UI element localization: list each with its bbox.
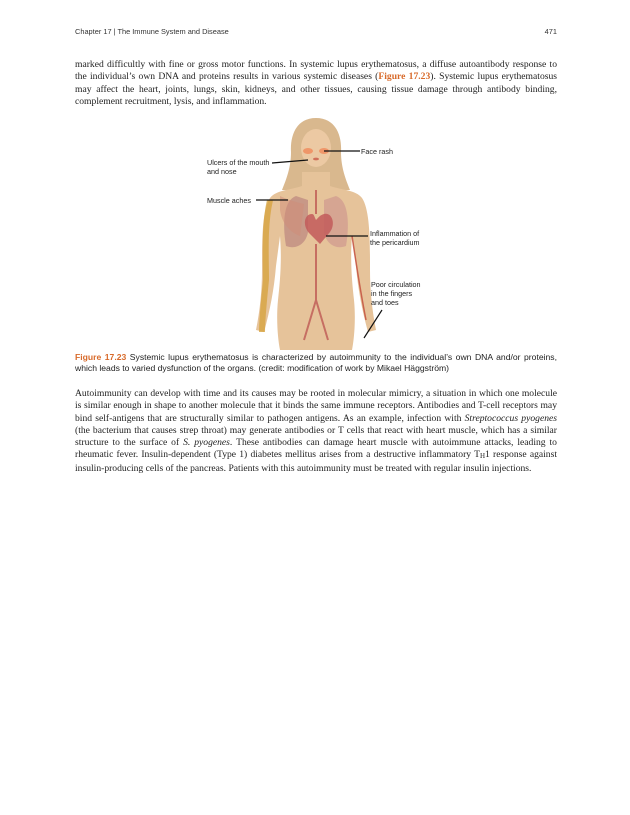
lupus-illustration — [0, 0, 630, 360]
para1-text-a: marked difficultly with fine or gross motor functions. In systemic lupus erythematosus, a diffuse autoantibody response to the individual’s own DNA and proteins results in various systemic diseases ( — [75, 59, 557, 83]
label-ulcers-2: and nose — [207, 167, 237, 176]
label-muscle-aches: Muscle aches — [207, 196, 251, 205]
species-name-2: S. pyogenes — [183, 437, 230, 449]
label-circulation-2: in the fingers — [371, 289, 413, 298]
label-face-rash: Face rash — [361, 147, 393, 156]
face — [301, 129, 331, 167]
label-ulcers-1: Ulcers of the mouth — [207, 158, 270, 167]
chapter-title: Chapter 17 | The Immune System and Disease — [75, 27, 229, 36]
species-name-1: Streptococcus pyogenes — [464, 412, 557, 424]
para1-text-b: ). Systemic lupus erythematosus may affect the heart, joints, lungs, skin, kidneys, and other tissues, causing tissue damage through antibody binding, complement recruitment, lysis, and inflammation. — [75, 71, 558, 107]
caption-text: Systemic lupus erythematosus is characterized by autoimmunity to the individual’s own DNA and/or proteins, which leads to varied dysfunction of the organs. (credit: modification of work by Mikael Häggström) — [75, 352, 557, 373]
figure-caption — [75, 352, 557, 374]
label-circulation-1: Poor circulation — [371, 280, 421, 289]
th-subscript: H — [479, 452, 486, 461]
paragraph-autoimmunity — [75, 388, 557, 475]
caption-number: Figure 17.23 — [75, 352, 127, 362]
label-pericardium-1: Inflammation of — [370, 229, 420, 238]
page-number: 471 — [544, 27, 557, 36]
para2-text-4: 1 response against insulin-producing cells of the pancreas. Patients with this autoimmunity must be treated with regular insulin injections. — [75, 449, 557, 474]
label-pericardium-2: the pericardium — [370, 238, 420, 247]
mouth — [313, 158, 319, 161]
label-circulation-3: and toes — [371, 298, 399, 307]
figure-reference-link[interactable]: Figure 17.23 — [378, 71, 431, 83]
para2-text-3: . These antibodies can damage heart muscle with autoimmune attacks, leading to rheumatic fever. Insulin-dependent (Type 1) diabetes mellitus arises from a destructive inflammatory T — [75, 437, 557, 461]
para2-text-1: Autoimmunity can develop with time and its causes may be rooted in molecular mimicry, a situation in which one molecule is similar enough in shape to another molecule that it binds the same immune receptors. Antibodies and T-cell receptors may bind self-antigens that are structurally similar to pathogen antigens. As an example, infection with — [75, 388, 557, 424]
rash-left — [303, 148, 313, 154]
para2-text-2: (the bacterium that causes strep throat) may generate antibodies or T cells that react with heart muscle, which has a similar structure to the surface of — [75, 424, 557, 449]
